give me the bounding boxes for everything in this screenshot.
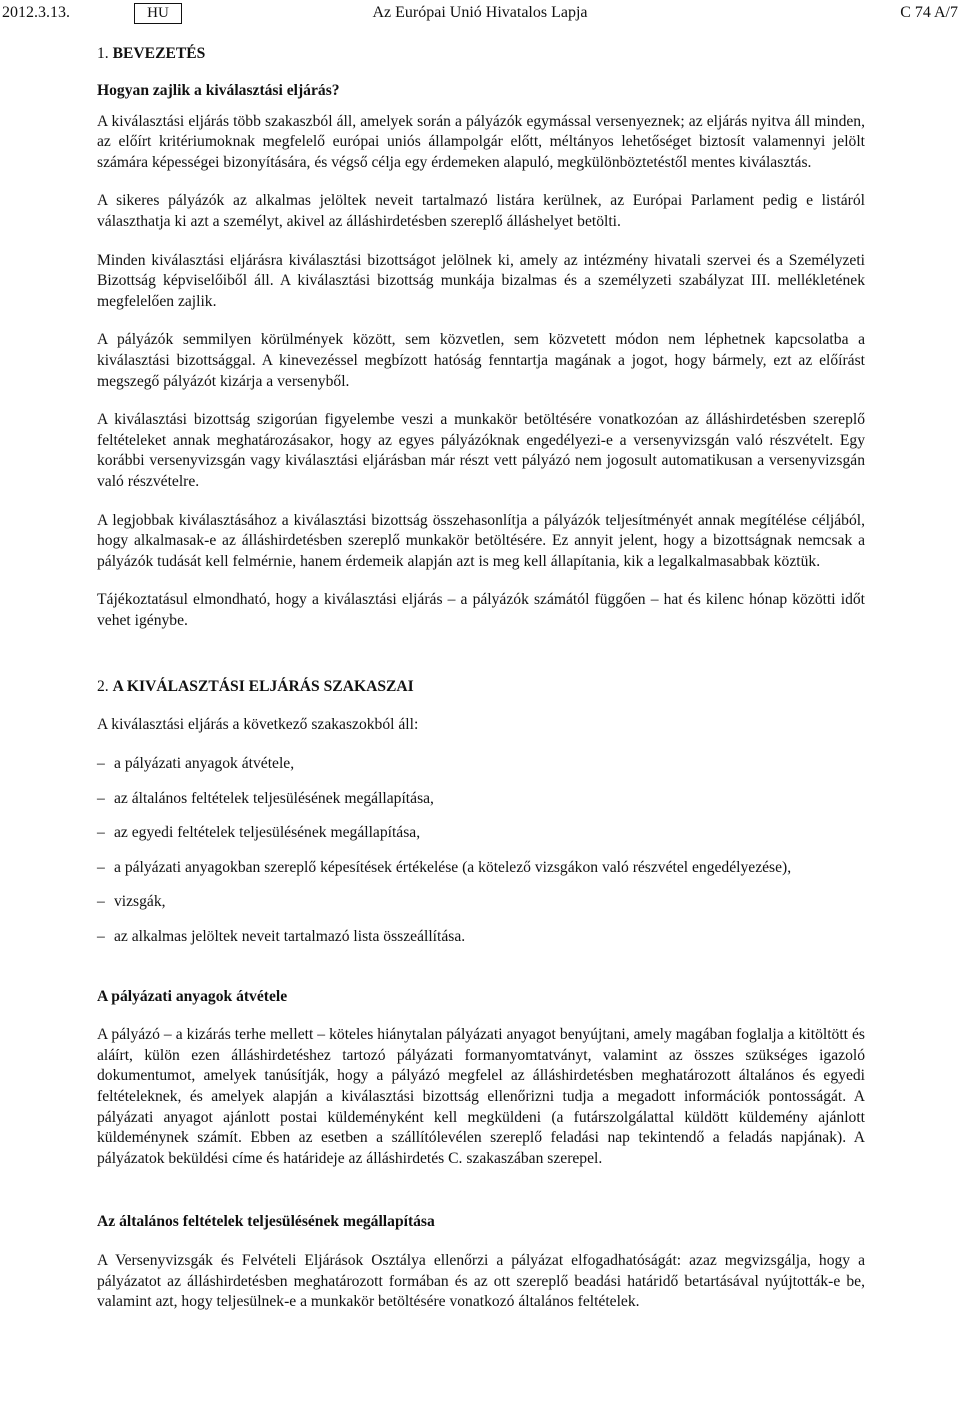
paragraph: A pályázó – a kizárás terhe mellett – köteles hiánytalan pályázati anyagot benyújtani, amely magában foglalja a kitöltött és aláírt, külön ezen álláshirdetéshez tartozó pályázati formanyomtatványt, valamint az összes szükséges igazoló dokumentumot, amelyek tanúsítják, hogy a pályázó megfelel az álláshirdetésben meghatározott általános és egyedi feltételeknek, és amelyek alapján a kiválasztási bizottság ellenőrizni tudja a megadott információk pontosságát. A pályázati anyagot ajánlott postai küldeményként kell megküldeni (a futárszolgálattal küldött küldemény ajánlott küldeménynek számít. Ebben az esetben a szállítólevélen szereplő feladási nap tekintendő a feladás napjának). A pályázatok beküldési címe és határideje az álláshirdetés C. szakaszában szerepel. [97, 1026, 865, 1167]
subsection-heading: A pályázati anyagok átvétele [97, 987, 288, 1005]
language-code-box: HU [134, 3, 182, 24]
list-intro: A kiválasztási eljárás a következő szakaszokból áll: [97, 716, 419, 734]
list-item: – a pályázati anyagok átvétele, [97, 754, 865, 775]
section-heading [97, 677, 865, 697]
list-dash: – [97, 858, 105, 876]
subsection-heading: Az általános feltételek teljesülésének megállapítása [97, 1213, 435, 1231]
publication-date: 2012.3.13. [2, 4, 70, 21]
paragraph: Minden kiválasztási eljárásra kiválasztási bizottságot jelölnek ki, amely az intézmény hivatali szervei és a Személyzeti Bizottság képviselőiből áll. A kiválasztási bizottság munkája bizalmas és a személyzeti szabályzat III. mellékletének megfelelően zajlik. [97, 251, 865, 310]
paragraph: Tájékoztatásul elmondható, hogy a kiválasztási eljárás – a pályázók számától függően – hat és kilenc hónap közötti időt vehet igénybe. [97, 591, 865, 629]
list-dash: – [97, 893, 105, 911]
list-item: – az általános feltételek teljesülésének megállapítása, [97, 789, 865, 810]
journal-reference: C 74 A/7 [900, 4, 958, 21]
paragraph: A kiválasztási eljárás több szakaszból áll, amelyek során a pályázók egymással versenyeznek; az eljárás nyitva áll minden, az előírt kritériumoknak megfelelő európai uniós állampolgár előtt, méltányos lehetőséget biztosít valamennyi jelölt számára képességei bizonyítására, és végső célja egy érdemeken alapuló, megkülönböztetéstől mentes kiválasztás. [97, 112, 865, 171]
journal-title: Az Európai Unió Hivatalos Lapja [372, 4, 588, 21]
list-item: – vizsgák, [97, 892, 865, 913]
paragraph: A legjobbak kiválasztásához a kiválasztási bizottság összehasonlítja a pályázók teljesítményét annak megítélése céljából, hogy alkalmasak-e az álláshirdetésben szereplő munkakör betöltésére. Ez annyit jelent, hogy a bizottságnak nemcsak a pályázók tudását kell felmérnie, hanem érdemeik alapján azt is meg kell állapítania, kik a legalkalmasabbak köztük. [97, 511, 865, 570]
paragraph: A sikeres pályázók az alkalmas jelöltek neveit tartalmazó listára kerülnek, az Európai Parlament pedig e listáról választhatja ki azt a személyt, akivel az álláshirdetésben szereplő álláshelyet betölti. [97, 192, 865, 230]
section-number: 1. [97, 45, 109, 62]
paragraph: A kiválasztási bizottság szigorúan figyelembe veszi a munkakör betöltésére vonatkozóan az álláshirdetésben szereplő feltételeket annak meghatározásakor, hogy az egyes pályázóknak engedélyezi-e a versenyvizsgán való részvételt. Egy korábbi versenyvizsgán vagy kiválasztási eljárásban már részt vett pályázó nem jogosult automatikusan a versenyvizsgán való részvételre. [97, 411, 865, 490]
section-title: BEVEZETÉS [112, 45, 206, 62]
paragraph: A pályázók semmilyen körülmények között, sem közvetlen, sem közvetett módon nem léphetnek kapcsolatba a kiválasztási bizottsággal. A kinevezéssel megbízott hatóság fenntartja magának a jogot, hogy bármely, ezt az előírást megszegő pályázót kizárja a versenyből. [97, 331, 865, 390]
document-body [97, 44, 865, 1313]
list-item: – az egyedi feltételek teljesülésének megállapítása, [97, 823, 865, 844]
list-dash: – [97, 824, 105, 842]
list-dash: – [97, 928, 105, 946]
list-item: – az alkalmas jelöltek neveit tartalmazó lista összeállítása. [97, 927, 865, 948]
list-item: – a pályázati anyagokban szereplő képesítések értékelése (a kötelező vizsgákon való részvétel engedélyezése), [97, 858, 865, 879]
list-dash: – [97, 789, 105, 807]
paragraph: A Versenyvizsgák és Felvételi Eljárások Osztálya ellenőrzi a pályázat elfogadhatóságát: azaz megvizsgálja, hogy a pályázatot az álláshirdetésben meghatározott formában és az ott szereplő beadási határidő betartásával nyújtották-e be, valamint azt, hogy teljesülnek-e a munkakör betöltésére vonatkozó általános feltételek. [97, 1251, 865, 1311]
section-title: A KIVÁLASZTÁSI ELJÁRÁS SZAKASZAI [112, 678, 414, 696]
subheading: Hogyan zajlik a kiválasztási eljárás? [97, 82, 340, 99]
section-heading [97, 44, 865, 64]
section-number: 2. [97, 678, 109, 696]
list-dash: – [97, 755, 105, 773]
stage-list [97, 754, 865, 948]
page-header [0, 2, 960, 26]
